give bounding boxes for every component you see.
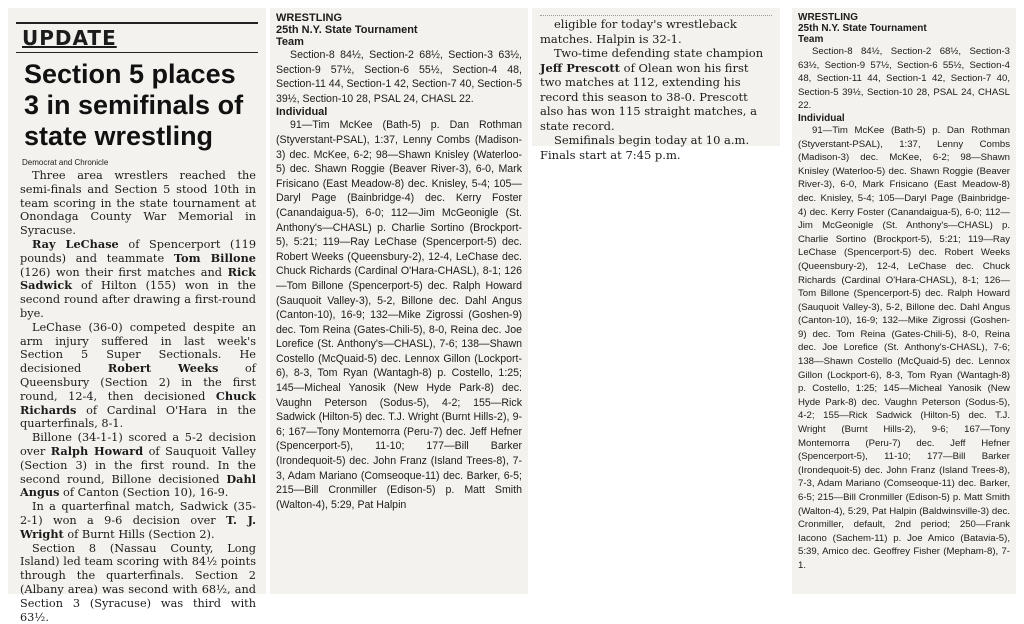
continuation-clipping xyxy=(532,8,780,162)
story-clipping xyxy=(8,8,266,624)
text-run: Three area wrestlers reached the semi-finals and Section 5 stood 10th in team scoring in the state tournament at Onondaga County War Memorial in Syracuse. xyxy=(20,169,256,238)
text-run: (126) won their first matches and xyxy=(20,265,228,279)
text-run: of Queensbury (Section 2) in the first round, 12-4, then decisioned xyxy=(20,362,256,403)
results-clipping-a xyxy=(270,8,528,594)
bold-name: Ray LeChase xyxy=(32,236,119,251)
text-run: Section 8 (Nassau County, Long Island) led team scoring with 84½ points through the quarterfinals. Section 2 (Albany area) was second with 68½, and Section 3 (Syracuse) was third with 63½. xyxy=(20,541,256,624)
paragraph xyxy=(16,542,258,624)
continuation-body xyxy=(540,17,772,162)
paragraph xyxy=(16,431,258,500)
paragraph xyxy=(16,321,258,431)
paragraph xyxy=(16,169,258,238)
story-body xyxy=(16,169,258,624)
text-run: of Cardinal O'Hara in the quarterfinals, 8-1. xyxy=(20,403,256,431)
results-subtitle: 25th N.Y. State Tournament xyxy=(798,23,927,34)
text-run: eligible for today's wrestleback matches. Halpin is 32-1. xyxy=(540,17,737,46)
results-title: WRESTLING xyxy=(276,12,342,24)
text-run: of Olean won his first two matches at 112, extending his record this season to 38-0. Prescott also has won 115 straight matches, a state record. xyxy=(540,60,757,133)
results-clipping-b xyxy=(792,8,1016,594)
bold-name: T. J. Wright xyxy=(20,512,256,541)
paragraph xyxy=(540,17,772,46)
paragraph xyxy=(16,500,258,541)
team-label: Team xyxy=(798,34,824,45)
byline: Democrat and Chronicle xyxy=(22,158,109,167)
bold-name: Chuck Richards xyxy=(20,388,256,417)
individual-results: 91—Tim McKee (Bath-5) p. Dan Rothman (Styverstant-PSAL), 1:37, Lenny Combs (Madison-3) dec. McKee, 6-2; 98—Shawn Knisley (Waterloo-5) dec. Shawn Roggie (Beaver River-3), 6-0, Mark Frisicano (East Meadow-8) dec. Knisley, 5-4; 105—Daryl Page (Bainbridge-4) dec. Kerry Foster (Canandaigua-5), 6-0; 112—Jim McGeonigle (St. Anthony's—CHASL) p. Charlie Sortino (Brockport-5), 5:21; 119—Ray LeChase (Spencerport-5) dec. Robert Weeks (Queensbury-2), 12-4, LeChase dec. Chuck Richards (Cardinal O'Hara-CHASL), 8-1; 126—Tom Billone (Spencerport-5) dec. Ralph Howard (Sauquoit Valley-3), 5-2, Billone dec. Dahl Angus (Canton-10), 16-9; 132—Mike Zigrossi (Goshen-9) dec. Tom Reina (Gates-Chili-5), 8-0, Reina dec. Joe Lorefice (St. Anthony's—CHASL), 7-6; 138—Shawn Costello (McQuaid-5) dec. Lennox Gillon (Lockport-6), 8-3, Tom Ryan (Wantagh-8) p. Costello, 1:25; 145—Micheal Yanosik (New Hyde Park-8) dec. Vaughn Peterson (Sodus-5), 4-2; 155—Rick Sadwick (Hilton-5) dec. T.J. Wright (Burnt Hills-2), 9-6; 167—Tony Montemorra (Peru-7) dec. Jeff Hefner (Spencerport-5), 11-10; 177—Bill Barker (Irondequoit-5) dec. John Franz (Island Trees-8), 7-3, Adam Mariano (Comseoque-11) dec. Barker, 6-5; 215—Bill Cronmiller (Edison-5) p. Matt Smith (Walton-4), 5:29, Pat Halpin xyxy=(276,119,522,511)
team-scores: Section-8 84½, Section-2 68½, Section-3 63½, Section-9 57½, Section-6 55½, Section-4 48, Section-11 44, Section-1 42, Section-7 40, Section-5 39½, Section-10 28, PSAL 24, CHASL 22. xyxy=(276,49,522,105)
text-run: Billone (34-1-1) scored a 5-2 decision over xyxy=(20,431,256,458)
bold-name: Robert Weeks xyxy=(107,361,219,376)
individual-results: 91—Tim McKee (Bath-5) p. Dan Rothman (Styverstant-PSAL), 1:37, Lenny Combs (Madison-3) dec. McKee, 6-2; 98—Shawn Knisley (Waterloo-5) dec. Shawn Roggie (Beaver River-3), 6-0, Mark Frisicano (East Meadow-8) dec. Knisley, 5-4; 105—Daryl Page (Bainbridge-4) dec. Kerry Foster (Canandaigua-5), 6-0; 112—Jim McGeonigle (St. Anthony's—CHASL) p. Charlie Sortino (Brockport-5), 5:21; 119—Ray LeChase (Spencerport-5) dec. Robert Weeks (Queensbury-2), 12-4, LeChase dec. Chuck Richards (Cardinal O'Hara-CHASL), 8-1; 126—Tom Billone (Spencerport-5) dec. Ralph Howard (Sauquoit Valley-3), 5-2, Billone dec. Dahl Angus (Canton-10), 16-9; 132—Mike Zigrossi (Goshen-9) dec. Tom Reina (Gates-Chili-5), 8-0, Reina dec. Joe Lorefice (St. Anthony's-CHASL), 7-6; 138—Shawn Costello (McQuaid-5) dec. Lennox Gillon (Lockport-6), 8-3, Tom Ryan (Wantagh-8) p. Costello, 1:25; 145—Micheal Yanosik (New Hyde Park-8) dec. Vaughn Peterson (Sodus-5), 4-2; 155—Rick Sadwick (Hilton-5) dec. T.J. Wright (Burnt Hills-2), 9-6; 167—Tony Montemorra (Peru-7) dec. Jeff Hefner (Spencerport-5), 11-10; 177—Bill Barker (Irondequoit-5) dec. John Franz (Island Trees-8), 7-3, Adam Mariano (Comseoque-11) dec. Barker, 6-5; 215—Bill Cronmiller (Edison-5) p. Matt Smith (Walton-4), 5:29, Pat Halpin (Baldwinsville-3) dec. Cronmiller, default, 2nd period; 250—Frank Iacono (Sachem-11) p. Joe Amico (Batavia-5), 5:39, Amico dec. Geoffrey Fisher (Mepham-8), 7-1. xyxy=(798,124,1010,571)
individual-label: Individual xyxy=(276,106,328,119)
text-run: Two-time defending state champion xyxy=(554,46,764,60)
text-run: of Burnt Hills (Section 2). xyxy=(63,527,215,541)
text-run: of Sauquoit Valley (Section 3) in the first round. In the second round, Billone decisioned xyxy=(20,444,256,486)
paragraph xyxy=(540,133,772,162)
paragraph xyxy=(540,46,772,133)
headline: Section 5 places 3 in semifinals of state wrestling xyxy=(24,59,244,151)
bold-name: Tom Billone xyxy=(173,250,256,265)
text-run: Semifinals begin today at 10 a.m. Finals start at 7:45 p.m. xyxy=(540,133,750,162)
individual-label: Individual xyxy=(798,112,845,124)
text-run: of Hilton (155) won in the second round after drawing a first-round bye. xyxy=(20,279,256,320)
bold-name: Rick Sadwick xyxy=(20,264,256,293)
text-run: LeChase (36-0) competed despite an arm injury suffered in last week's Section 5 Super Sectionals. He decisioned xyxy=(20,320,256,376)
team-scores: Section-8 84½, Section-2 68½, Section-3 63½, Section-9 57½, Section-6 55½, Section-4 48, Section-11 44, Section-1 42, Section-7 40, Section-5 39½, Section-10 28, PSAL 24, CHASL 22. xyxy=(798,46,1010,112)
text-run: of Canton (Section 10), 16-9. xyxy=(59,486,229,500)
bold-name: Jeff Prescott xyxy=(540,60,620,75)
bold-name: Dahl Angus xyxy=(20,471,256,500)
paragraph xyxy=(16,238,258,321)
text-run: In a quarterfinal match, Sadwick (35-2-1) won a 9-6 decision over xyxy=(20,500,256,527)
results-title: WRESTLING xyxy=(798,12,858,23)
results-subtitle: 25th N.Y. State Tournament xyxy=(276,24,418,36)
update-kicker: UPDATE xyxy=(22,26,117,50)
text-run: of Spencerport (119 pounds) and teammate xyxy=(20,237,257,265)
team-label: Team xyxy=(276,36,304,48)
bold-name: Ralph Howard xyxy=(50,443,144,458)
rule-bottom xyxy=(16,52,258,53)
clipping-cut-edge xyxy=(540,12,772,16)
